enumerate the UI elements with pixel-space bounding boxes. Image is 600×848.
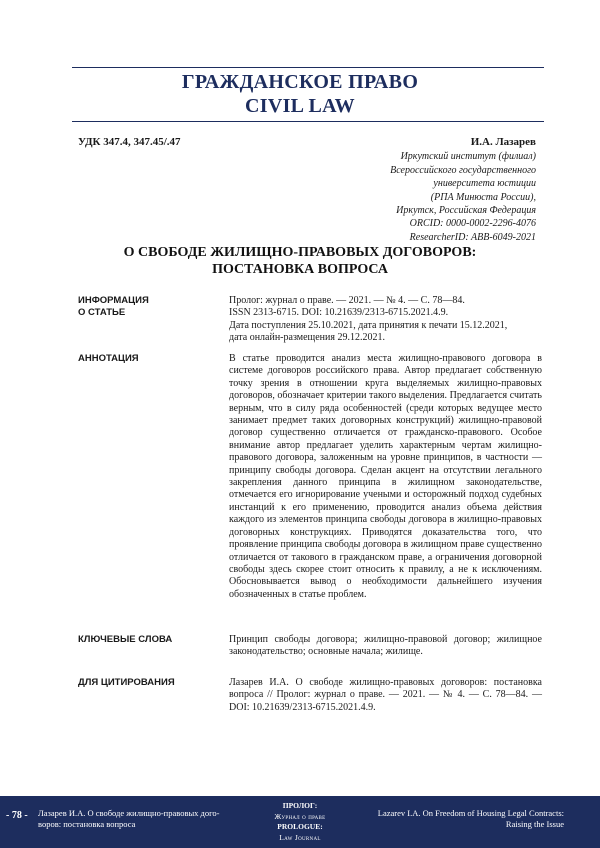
citation-text: Лазарев И.А. О свободе жилищно-правовых договоров: постановка вопроса // Пролог: журнал о праве. — 2021. — № 4. — С. 78—84. — DOI: 10.21639/2313-6715.2021.4.9. <box>229 677 542 713</box>
author-affiliation-line: (РПА Минюста России), <box>430 191 536 203</box>
footer-journal-name <box>262 801 338 843</box>
banner-bottom-rule <box>72 121 544 122</box>
footer-journal-en: PROLOGUE: <box>277 822 323 831</box>
author-affiliation-line: Иркутск, Российская Федерация <box>396 205 536 217</box>
banner-top-rule <box>72 67 544 68</box>
article-info-label-line: ИНФОРМАЦИЯ <box>78 295 149 306</box>
article-info-label-line: О СТАТЬЕ <box>78 307 126 319</box>
footer-journal-en-sub: Law Journal <box>279 832 321 842</box>
article-title-line: О СВОБОДЕ ЖИЛИЩНО-ПРАВОВЫХ ДОГОВОРОВ: <box>123 245 477 260</box>
author-affiliation-line: университета юстиции <box>433 178 536 190</box>
author-block <box>276 136 536 244</box>
article-info-line: дата онлайн-размещения 29.12.2021. <box>229 332 385 344</box>
footer-left-line: Лазарев И.А. О свободе жилищно-правовых дого- <box>38 808 220 818</box>
footer-running-title-en <box>354 808 564 830</box>
keywords-text: Принцип свободы договора; жилищно-правовой договор; жилищное законодательство; основные начала; жилище. <box>229 634 542 658</box>
page-footer <box>0 796 600 848</box>
footer-left-line: воров: постановка вопроса <box>38 819 136 829</box>
article-title-line: ПОСТАНОВКА ВОПРОСА <box>212 262 388 277</box>
footer-running-title-ru <box>38 808 238 830</box>
citation-label: ДЛЯ ЦИТИРОВАНИЯ <box>78 677 175 688</box>
article-info-line: Дата поступления 25.10.2021, дата принятия к печати 15.12.2021, <box>229 319 508 331</box>
udk-code: УДК 347.4, 347.45/.47 <box>78 136 181 148</box>
footer-journal-ru: ПРОЛОГ: <box>282 801 318 810</box>
author-name: И.А. Лазарев <box>470 136 536 148</box>
section-banner <box>0 70 600 118</box>
article-title <box>60 244 540 278</box>
article-info-label <box>78 295 218 320</box>
author-affiliation-line: Всероссийского государственного <box>390 164 536 176</box>
article-info-content <box>229 295 542 345</box>
article-info-line: Пролог: журнал о праве. — 2021. — № 4. — С. 78—84. <box>229 295 465 306</box>
footer-right-line: Raising the Issue <box>505 819 564 829</box>
footer-journal-ru-sub: Журнал о праве <box>274 811 326 821</box>
abstract-text: В статье проводится анализ места жилищно-правового договора в системе договоров российского права. Автор предлагает собственную точку зрения в отношении круга выделяемых жилищно-правовых договоров, обозначает критерии такого выделения. Предлагается считать верным, что в силу ряда особенностей (среди которых ведущее место занимает предмет таких договорных конструкций) жилищно-правовой договор существенно отличается от гражданско-правового. Особое внимание автор предлагает уделить характерным чертам жилищно-правового договора, заложенным на уровне принципов, в частности — принципу свободы договора. Сделан акцент на отсутствии легального закрепления данного принципа в жилищном законодательстве, отмечается его игнорирование учеными и осторожный подход судебных инстанций к его применению, проводится анализ объема действия каждого из элементов принципа свободы договора в жилищно-правовых договорных конструкциях. Приводятся доказательства того, что проявление принципа свободы договора в жилищном праве существенно отличается от такового в гражданском праве, а ограничения договорной свободы здесь скорее стоит относить к правилу, а не к исключениям. Обосновывается вывод о необходимости дальнейшего изучения обозначенных в статье проблем. <box>229 353 542 600</box>
author-orcid: ORCID: 0000-0002-2296-4076 <box>409 218 536 230</box>
abstract-label: АННОТАЦИЯ <box>78 353 139 364</box>
footer-right-line: Lazarev I.A. On Freedom of Housing Legal Contracts: <box>377 808 564 818</box>
section-title-ru: ГРАЖДАНСКОЕ ПРАВО <box>181 71 419 93</box>
author-researcher-id: ResearcherID: ABB-6049-2021 <box>409 231 536 243</box>
author-affiliation-line: Иркутский институт (филиал) <box>400 151 536 163</box>
page-number: - 78 - <box>6 810 28 821</box>
keywords-label: КЛЮЧЕВЫЕ СЛОВА <box>78 634 173 645</box>
section-title-en: CIVIL LAW <box>245 95 355 117</box>
article-info-line: ISSN 2313-6715. DOI: 10.21639/2313-6715.2021.4.9. <box>229 307 449 319</box>
